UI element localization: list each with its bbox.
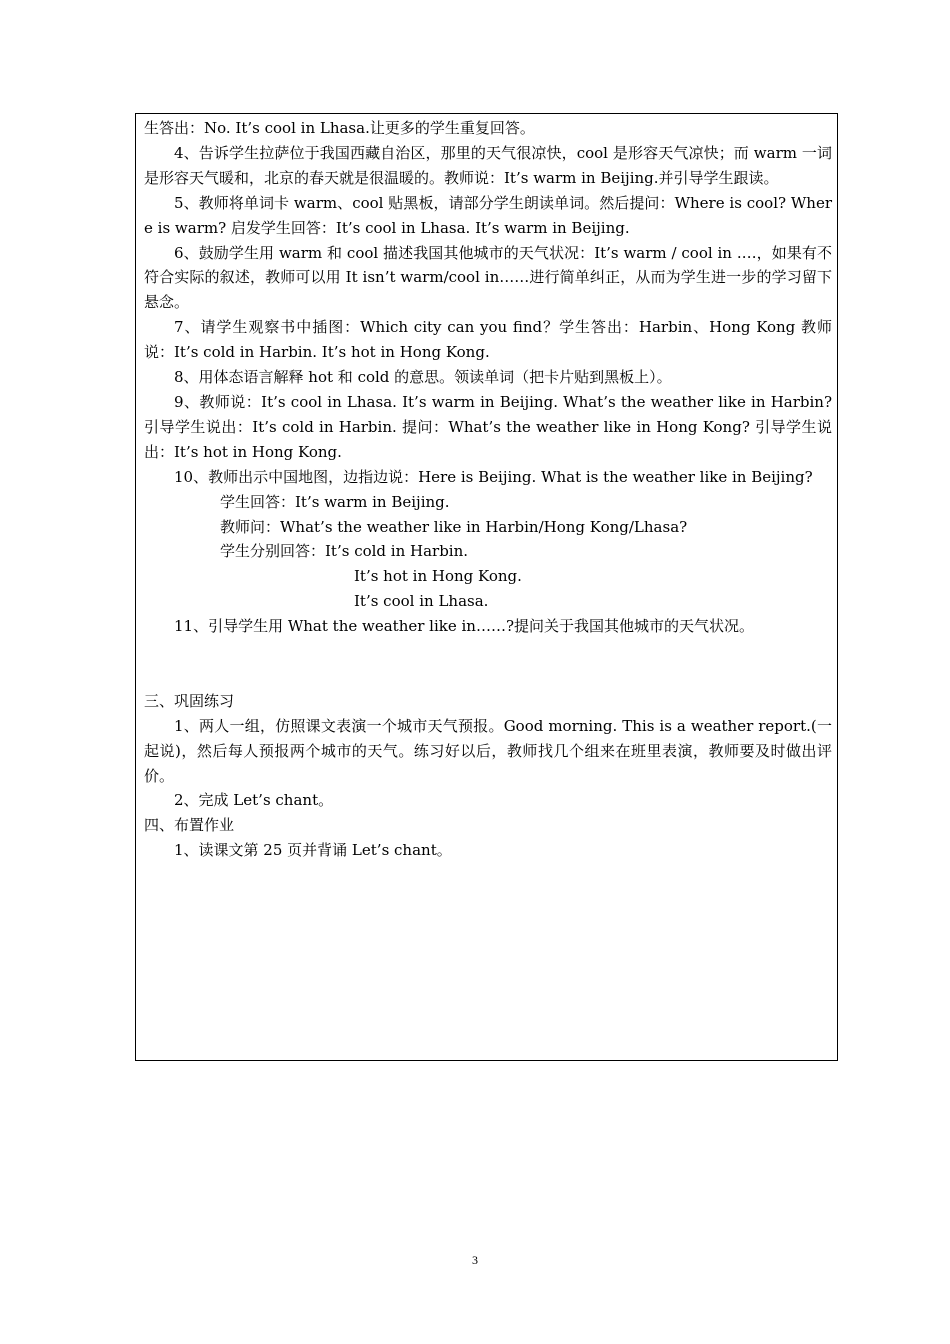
section-heading-practice: 三、巩固练习 xyxy=(144,691,235,710)
section-heading-homework: 四、布置作业 xyxy=(144,816,235,835)
paragraph-practice-1: 1、两人一组，仿照课文表演一个城市天气预报。Good morning. This is a weather report.(一起说)，然后每人预报两个城市的天气。练习好以后，教师找几个组来在班里表演，教师要及时做出评价。 xyxy=(144,716,832,785)
paragraph-step-4: 4、告诉学生拉萨位于我国西藏自治区，那里的天气很凉快，cool 是形容天气凉快；而 warm 一词是形容天气暖和，北京的春天就是很温暖的。教师说：It’s warm in Beijing.并引导学生跟读。 xyxy=(144,143,832,187)
lesson-plan-table-cell xyxy=(135,113,838,1061)
paragraph-step-6: 6、鼓励学生用 warm 和 cool 描述我国其他城市的天气状况：It’s warm / cool in .…，如果有不符合实际的叙述，教师可以用 It isn’t warm/cool in……进行简单纠正，从而为学生进一步的学习留下悬念。 xyxy=(144,243,832,312)
lesson-content xyxy=(144,116,832,863)
spacer xyxy=(144,639,832,689)
paragraph-step-8: 8、用体态语言解释 hot 和 cold 的意思。领读单词（把卡片贴到黑板上）。 xyxy=(174,368,672,387)
paragraph-step-11: 11、引导学生用 What the weather like in……?提问关于我国其他城市的天气状况。 xyxy=(174,617,754,636)
paragraph-practice-2: 2、完成 Let’s chant。 xyxy=(174,791,334,810)
page-number: 3 xyxy=(472,1253,478,1267)
paragraph-step-7: 7、请学生观察书中插图：Which city can you find？学生答出：Harbin、Hong Kong 教师说：It’s cold in Harbin. It’s hot in Hong Kong. xyxy=(144,318,832,362)
dialogue-line-student-answer: 学生回答：It’s warm in Beijing. xyxy=(220,492,450,511)
dialogue-line-student-answers: 学生分别回答：It’s cold in Harbin. xyxy=(220,542,469,561)
paragraph-answer-continuation: 生答出：No. It’s cool in Lhasa.让更多的学生重复回答。 xyxy=(144,119,535,137)
paragraph-step-9: 9、教师说：It’s cool in Lhasa. It’s warm in Beijing. What’s the weather like in Harbin?引导学生说出：It’s cold in Harbin. 提问：What’s the weather like in Hong Kong? 引导学生说出：It’s hot in Hong Kong. xyxy=(144,392,832,461)
dialogue-line-hot: It’s hot in Hong Kong. xyxy=(354,567,522,586)
paragraph-step-5: 5、教师将单词卡 warm、cool 贴黑板，请部分学生朗读单词。然后提问：Where is cool? Where is warm? 启发学生回答：It’s cool in Lhasa. It’s warm in Beijing. xyxy=(144,193,832,237)
paragraph-homework-1: 1、读课文第 25 页并背诵 Let’s chant。 xyxy=(174,841,452,860)
dialogue-line-teacher-question: 教师问：What’s the weather like in Harbin/Hong Kong/Lhasa? xyxy=(220,517,688,536)
paragraph-step-10: 10、教师出示中国地图，边指边说：Here is Beijing. What is the weather like in Beijing? xyxy=(174,467,813,486)
dialogue-line-cool: It’s cool in Lhasa. xyxy=(354,592,489,611)
